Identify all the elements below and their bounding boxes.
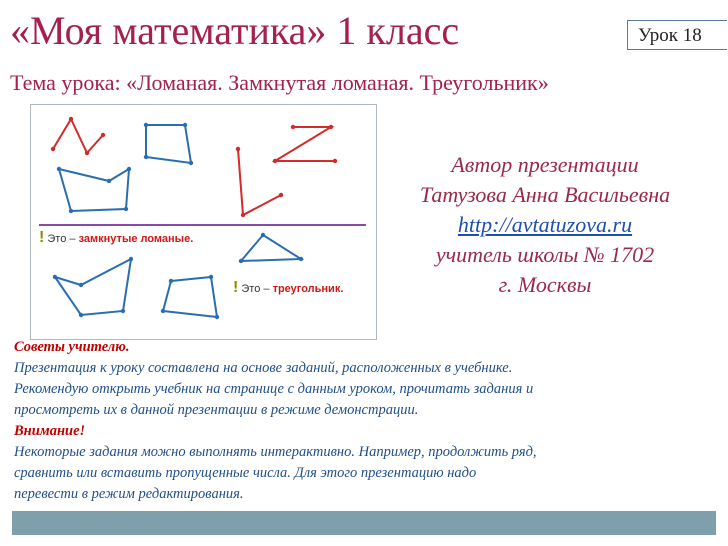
author-website-link[interactable]: http://avtatuzova.ru bbox=[457, 212, 633, 237]
closed-polyline-2 bbox=[59, 169, 129, 211]
closed-polylines-label: ! Это – замкнутые ломаные. bbox=[39, 229, 194, 246]
lesson-badge: Урок 18 bbox=[627, 20, 727, 50]
exclamation-mark-icon: ! bbox=[233, 279, 239, 296]
open-polyline-3 bbox=[275, 127, 335, 161]
exclamation-mark-icon: ! bbox=[39, 229, 45, 246]
bottom-bar bbox=[12, 511, 716, 535]
notes-line: Презентация к уроку составлена на основе заданий, расположенных в учебнике. bbox=[14, 360, 513, 376]
notes-line: сравнить или вставить пропущенные числа. Для этого презентацию надо bbox=[14, 465, 477, 481]
closed-polyline-3 bbox=[55, 259, 131, 315]
notes-line: перевести в режим редактирования. bbox=[14, 486, 244, 502]
notes-header-attention: Внимание! bbox=[14, 423, 86, 439]
author-name: Татузова Анна Васильевна bbox=[419, 182, 671, 207]
triangle bbox=[241, 235, 301, 261]
teacher-notes bbox=[14, 337, 714, 505]
lesson-topic: Тема урока: «Ломаная. Замкнутая ломаная. Треугольник» bbox=[10, 70, 549, 95]
textbook-figure bbox=[30, 104, 377, 340]
author-block bbox=[395, 150, 695, 300]
author-city: г. Москвы bbox=[498, 272, 592, 297]
triangle-label: ! Это – треугольник. bbox=[233, 279, 344, 296]
author-position: учитель школы № 1702 bbox=[435, 242, 655, 267]
notes-line: Некоторые задания можно выполнять интерактивно. Например, продолжить ряд, bbox=[14, 444, 537, 460]
author-line-1: Автор презентации bbox=[451, 152, 639, 177]
polyline-figures bbox=[31, 105, 376, 339]
notes-header-tips: Советы учителю. bbox=[14, 339, 130, 355]
open-polyline-1 bbox=[53, 119, 103, 153]
notes-line: Рекомендую открыть учебник на странице с данным уроком, прочитать задания и bbox=[14, 381, 534, 397]
closed-polyline-1 bbox=[146, 125, 191, 163]
slide-title: «Моя математика» 1 класс bbox=[10, 8, 460, 53]
notes-line: просмотреть их в данной презентации в режиме демонстрации. bbox=[14, 402, 419, 418]
